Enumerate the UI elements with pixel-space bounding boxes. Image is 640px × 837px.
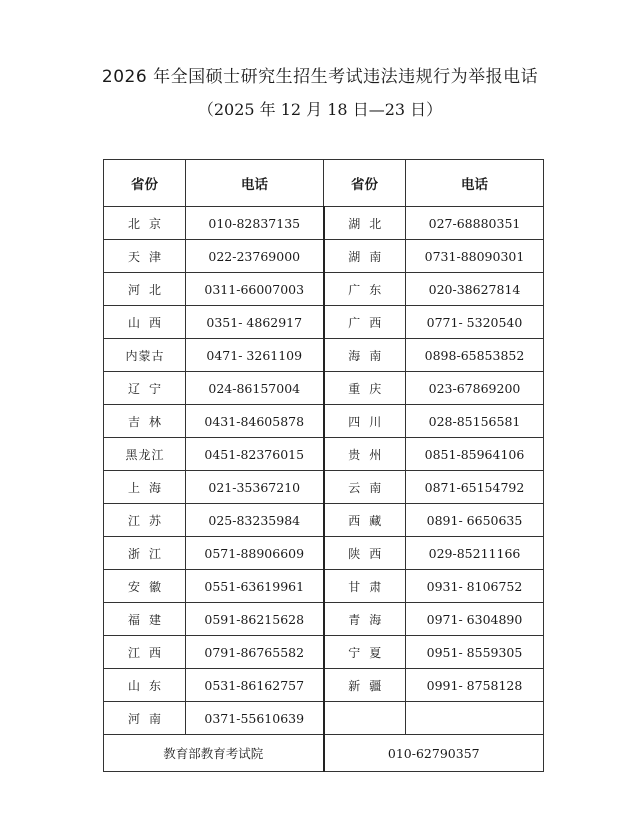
table-row xyxy=(104,207,544,240)
province-right-cell: 青海 xyxy=(324,603,406,636)
phone-right-cell xyxy=(406,702,544,735)
province-right-cell xyxy=(324,702,406,735)
phone-right-cell: 023-67869200 xyxy=(406,372,544,405)
table-header-row xyxy=(104,160,544,207)
header-phone-left: 电话 xyxy=(186,160,324,207)
phone-right-cell: 0891- 6650635 xyxy=(406,504,544,537)
table-row xyxy=(104,306,544,339)
province-left-cell: 北京 xyxy=(104,207,186,240)
province-right-cell: 贵州 xyxy=(324,438,406,471)
phone-left-cell: 0571-88906609 xyxy=(186,537,324,570)
province-right-cell: 海南 xyxy=(324,339,406,372)
phone-right-cell: 0991- 8758128 xyxy=(406,669,544,702)
table-body xyxy=(104,207,544,735)
phone-left-cell: 0351- 4862917 xyxy=(186,306,324,339)
province-right-cell: 宁夏 xyxy=(324,636,406,669)
phone-left-cell: 0451-82376015 xyxy=(186,438,324,471)
table-row xyxy=(104,405,544,438)
province-left-cell: 吉林 xyxy=(104,405,186,438)
phone-right-cell: 028-85156581 xyxy=(406,405,544,438)
province-right-cell: 四川 xyxy=(324,405,406,438)
document-subtitle: （2025 年 12 月 18 日—23 日） xyxy=(197,100,443,119)
footer-org: 教育部教育考试院 xyxy=(104,735,324,772)
table-row xyxy=(104,537,544,570)
phone-right-cell: 0851-85964106 xyxy=(406,438,544,471)
province-right-cell: 西藏 xyxy=(324,504,406,537)
phone-right-cell: 0731-88090301 xyxy=(406,240,544,273)
province-left-cell: 福建 xyxy=(104,603,186,636)
table-row xyxy=(104,438,544,471)
province-left-cell: 天津 xyxy=(104,240,186,273)
phone-right-cell: 029-85211166 xyxy=(406,537,544,570)
header-phone-right: 电话 xyxy=(406,160,544,207)
table-row xyxy=(104,669,544,702)
table-row xyxy=(104,339,544,372)
table-row xyxy=(104,240,544,273)
table-row xyxy=(104,273,544,306)
hotline-table xyxy=(103,159,544,772)
phone-right-cell: 0871-65154792 xyxy=(406,471,544,504)
phone-left-cell: 025-83235984 xyxy=(186,504,324,537)
table-footer-row xyxy=(104,735,544,772)
phone-right-cell: 027-68880351 xyxy=(406,207,544,240)
province-left-cell: 黑龙江 xyxy=(104,438,186,471)
phone-right-cell: 0971- 6304890 xyxy=(406,603,544,636)
table-row xyxy=(104,372,544,405)
province-right-cell: 湖北 xyxy=(324,207,406,240)
phone-left-cell: 021-35367210 xyxy=(186,471,324,504)
phone-left-cell: 0551-63619961 xyxy=(186,570,324,603)
province-right-cell: 甘肃 xyxy=(324,570,406,603)
phone-left-cell: 0471- 3261109 xyxy=(186,339,324,372)
province-left-cell: 山西 xyxy=(104,306,186,339)
phone-left-cell: 0311-66007003 xyxy=(186,273,324,306)
province-left-cell: 内蒙古 xyxy=(104,339,186,372)
phone-left-cell: 0531-86162757 xyxy=(186,669,324,702)
table-row xyxy=(104,570,544,603)
province-left-cell: 安徽 xyxy=(104,570,186,603)
province-left-cell: 辽宁 xyxy=(104,372,186,405)
phone-right-cell: 0931- 8106752 xyxy=(406,570,544,603)
province-right-cell: 重庆 xyxy=(324,372,406,405)
table-row xyxy=(104,504,544,537)
table-row xyxy=(104,471,544,504)
table-row xyxy=(104,702,544,735)
phone-right-cell: 0771- 5320540 xyxy=(406,306,544,339)
table-row xyxy=(104,636,544,669)
phone-left-cell: 022-23769000 xyxy=(186,240,324,273)
phone-left-cell: 010-82837135 xyxy=(186,207,324,240)
phone-right-cell: 0898-65853852 xyxy=(406,339,544,372)
phone-right-cell: 020-38627814 xyxy=(406,273,544,306)
phone-right-cell: 0951- 8559305 xyxy=(406,636,544,669)
phone-left-cell: 0431-84605878 xyxy=(186,405,324,438)
phone-left-cell: 0371-55610639 xyxy=(186,702,324,735)
phone-left-cell: 024-86157004 xyxy=(186,372,324,405)
province-left-cell: 山东 xyxy=(104,669,186,702)
province-left-cell: 河南 xyxy=(104,702,186,735)
phone-left-cell: 0791-86765582 xyxy=(186,636,324,669)
header-province-left: 省份 xyxy=(104,160,186,207)
table-row xyxy=(104,603,544,636)
province-left-cell: 江苏 xyxy=(104,504,186,537)
document-title: 2026 年全国硕士研究生招生考试违法违规行为举报电话 xyxy=(101,67,539,87)
province-left-cell: 河北 xyxy=(104,273,186,306)
province-right-cell: 广西 xyxy=(324,306,406,339)
footer-phone: 010-62790357 xyxy=(324,735,544,772)
province-left-cell: 上海 xyxy=(104,471,186,504)
province-right-cell: 广东 xyxy=(324,273,406,306)
province-right-cell: 湖南 xyxy=(324,240,406,273)
header-province-right: 省份 xyxy=(324,160,406,207)
phone-left-cell: 0591-86215628 xyxy=(186,603,324,636)
province-right-cell: 新疆 xyxy=(324,669,406,702)
province-left-cell: 浙江 xyxy=(104,537,186,570)
province-left-cell: 江西 xyxy=(104,636,186,669)
province-right-cell: 陕西 xyxy=(324,537,406,570)
province-right-cell: 云南 xyxy=(324,471,406,504)
